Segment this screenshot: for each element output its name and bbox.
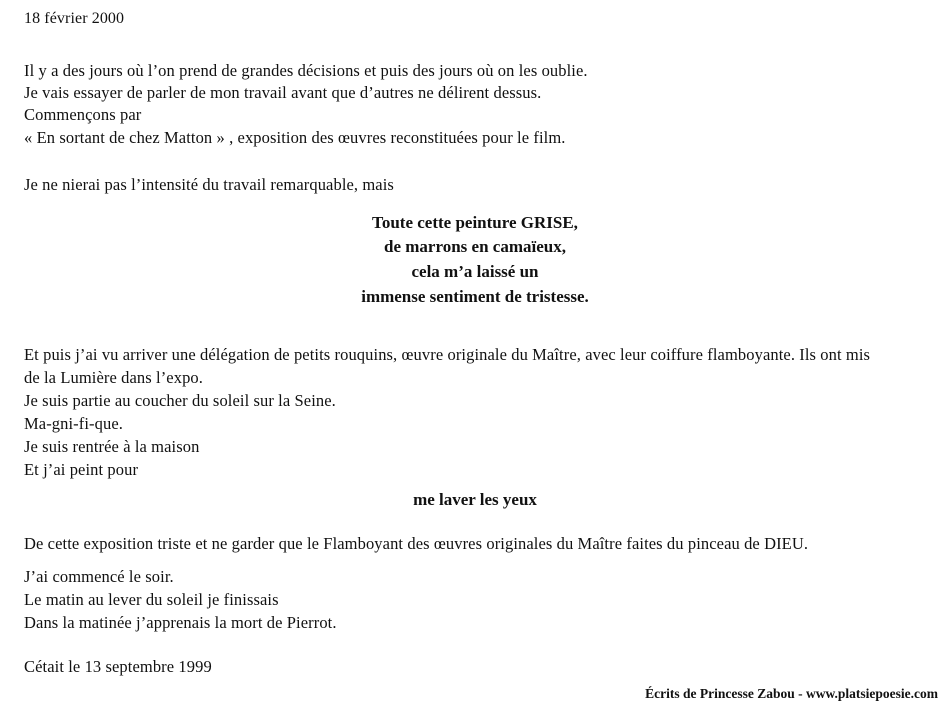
final-line: J’ai commencé le soir. [24,567,174,586]
lead-line: Je ne nierai pas l’intensité du travail remarquable, mais [24,175,394,194]
middle-line: Je suis rentrée à la maison [24,437,200,456]
middle-line: Et j’ai peint pour [24,460,139,479]
middle-line: Je suis partie au coucher du soleil sur la Seine. [24,391,336,410]
intro-line: Commençons par [24,105,142,124]
emphasis-line: immense sentiment de tristesse. [361,287,589,306]
closing-line: De cette exposition triste et ne garder que le Flamboyant des œuvres originales du Maître faites du pinceau de DIEU. [24,534,809,553]
middle-line: Et puis j’ai vu arriver une délégation de petits rouquins, œuvre originale du Maître, avec leur coiffure flamboyante. Ils ont mis [24,345,871,364]
emphasis-line: Toute cette peinture GRISE, [372,213,578,232]
final-line: Dans la matinée j’apprenais la mort de Pierrot. [24,613,337,632]
middle-line: de la Lumière dans l’expo. [24,368,203,387]
emphasis-line: cela m’a laissé un [411,262,539,281]
intro-line: Je vais essayer de parler de mon travail avant que d’autres ne délirent dessus. [24,83,542,102]
signature-date: Cétait le 13 septembre 1999 [24,657,212,676]
document-date: 18 février 2000 [24,10,125,27]
intro-line: Il y a des jours où l’on prend de grandes décisions et puis des jours où on les oublie. [24,61,588,80]
middle-line: Ma-gni-fi-que. [24,414,123,433]
emphasis-single: me laver les yeux [413,490,537,509]
footer-credit: Écrits de Princesse Zabou - www.platsiepoesie.com [645,686,938,701]
final-line: Le matin au lever du soleil je finissais [24,590,279,609]
intro-line: « En sortant de chez Matton » , exposition des œuvres reconstituées pour le film. [24,128,566,147]
emphasis-line: de marrons en camaïeux, [384,237,566,256]
